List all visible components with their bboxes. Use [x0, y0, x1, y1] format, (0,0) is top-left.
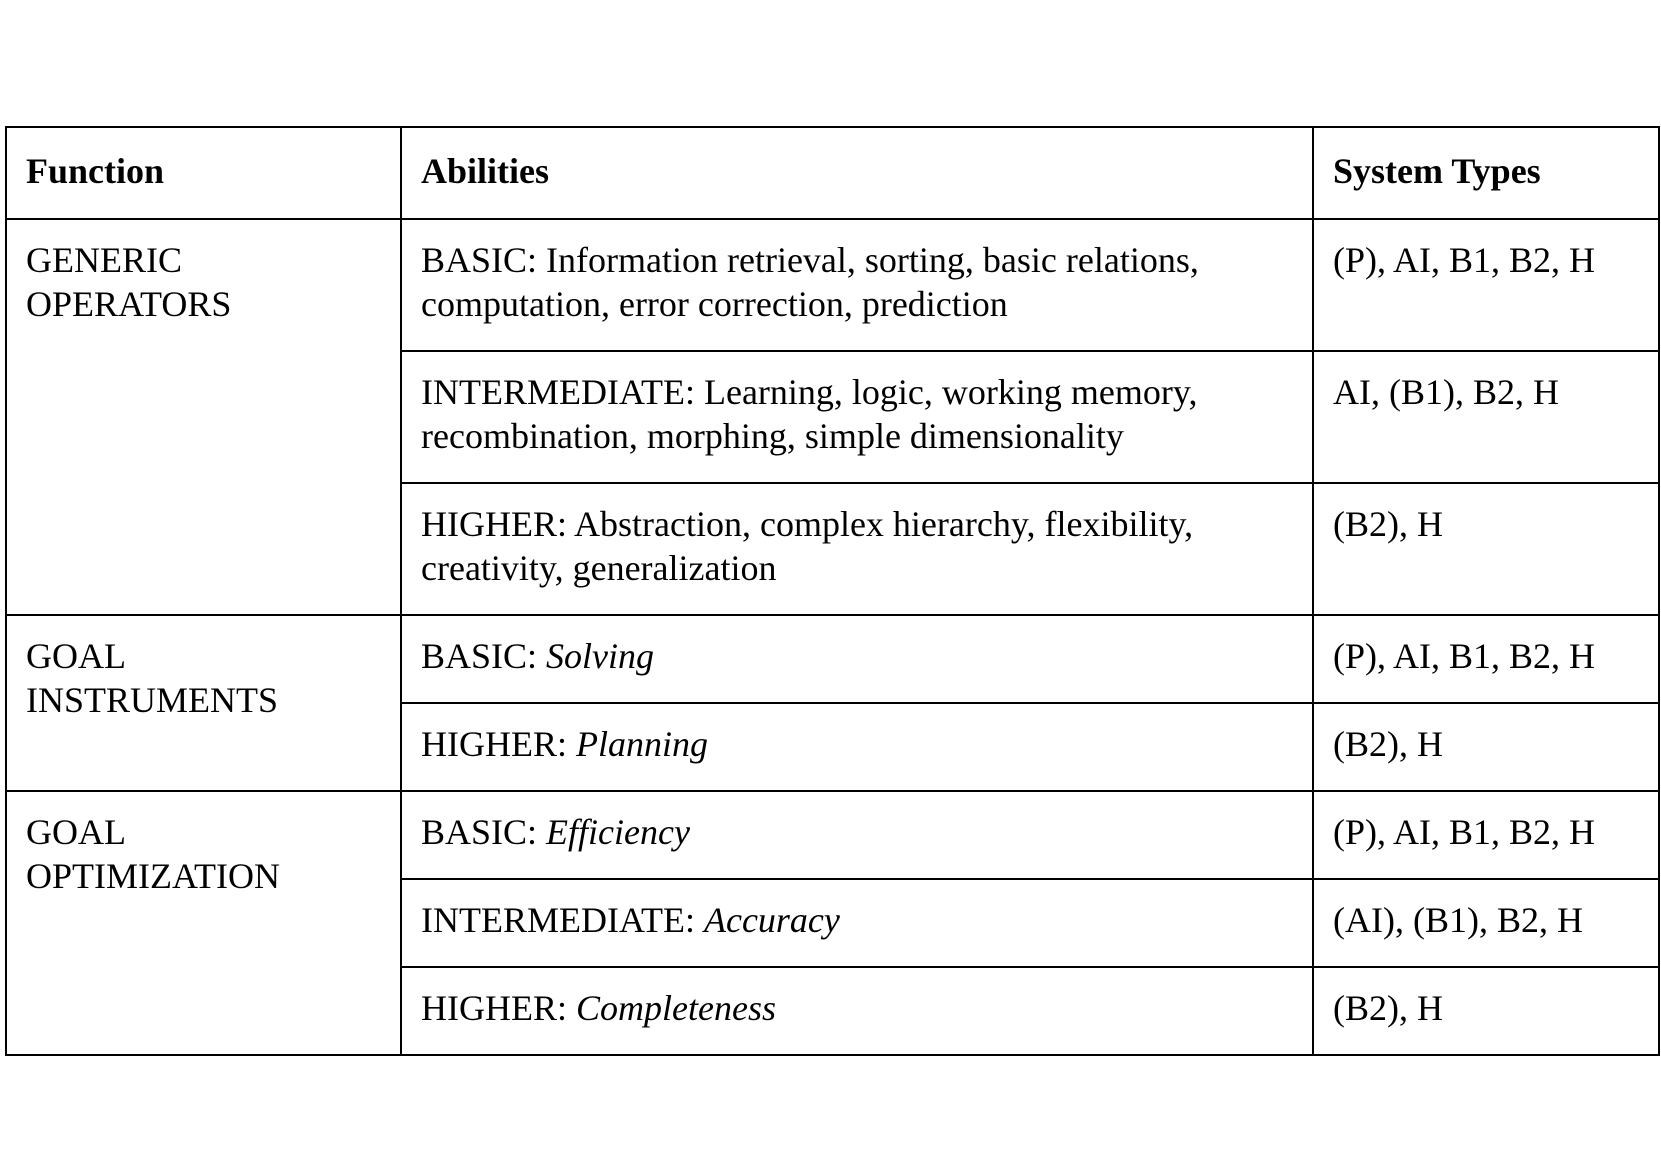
- level-label: BASIC:: [421, 812, 547, 852]
- table-row: [6, 791, 1659, 879]
- system-types-cell: (P), AI, B1, B2, H: [1313, 791, 1659, 879]
- header-abilities: Abilities: [401, 127, 1313, 219]
- level-label: BASIC:: [421, 240, 547, 280]
- abilities-cell: [401, 219, 1313, 351]
- ability-term: Solving: [546, 636, 655, 676]
- ability-text: Abstraction, complex hierarchy, flexibility, creativity, generalization: [421, 504, 1194, 588]
- ability-term: Accuracy: [703, 900, 840, 940]
- level-label: INTERMEDIATE:: [421, 372, 704, 412]
- table-row: [6, 615, 1659, 703]
- abilities-cell: [401, 615, 1313, 703]
- header-system-types: System Types: [1313, 127, 1659, 219]
- ability-text: Learning, logic, working memory, recombination, morphing, simple dimensionality: [421, 372, 1198, 456]
- function-generic-operators: GENERIC OPERATORS: [6, 219, 401, 615]
- abilities-cell: [401, 967, 1313, 1055]
- abilities-cell: [401, 791, 1313, 879]
- table-row: [6, 219, 1659, 351]
- level-label: HIGHER:: [421, 504, 574, 544]
- system-types-cell: (AI), (B1), B2, H: [1313, 879, 1659, 967]
- level-label: INTERMEDIATE:: [421, 900, 704, 940]
- abilities-table: [5, 126, 1660, 1056]
- ability-text: Information retrieval, sorting, basic relations, computation, error correction, prediction: [421, 240, 1199, 324]
- ability-term: Efficiency: [546, 812, 690, 852]
- function-goal-instruments: GOAL INSTRUMENTS: [6, 615, 401, 791]
- system-types-cell: (B2), H: [1313, 967, 1659, 1055]
- system-types-cell: AI, (B1), B2, H: [1313, 351, 1659, 483]
- abilities-cell: [401, 879, 1313, 967]
- header-function: Function: [6, 127, 401, 219]
- system-types-cell: (B2), H: [1313, 703, 1659, 791]
- abilities-cell: [401, 351, 1313, 483]
- level-label: BASIC:: [421, 636, 547, 676]
- abilities-cell: [401, 483, 1313, 615]
- system-types-cell: (B2), H: [1313, 483, 1659, 615]
- level-label: HIGHER:: [421, 724, 576, 764]
- abilities-cell: [401, 703, 1313, 791]
- ability-term: Completeness: [576, 988, 776, 1028]
- system-types-cell: (P), AI, B1, B2, H: [1313, 219, 1659, 351]
- system-types-cell: (P), AI, B1, B2, H: [1313, 615, 1659, 703]
- ability-term: Planning: [576, 724, 708, 764]
- level-label: HIGHER:: [421, 988, 576, 1028]
- function-goal-optimization: GOAL OPTIMIZATION: [6, 791, 401, 1055]
- header-row: [6, 127, 1659, 219]
